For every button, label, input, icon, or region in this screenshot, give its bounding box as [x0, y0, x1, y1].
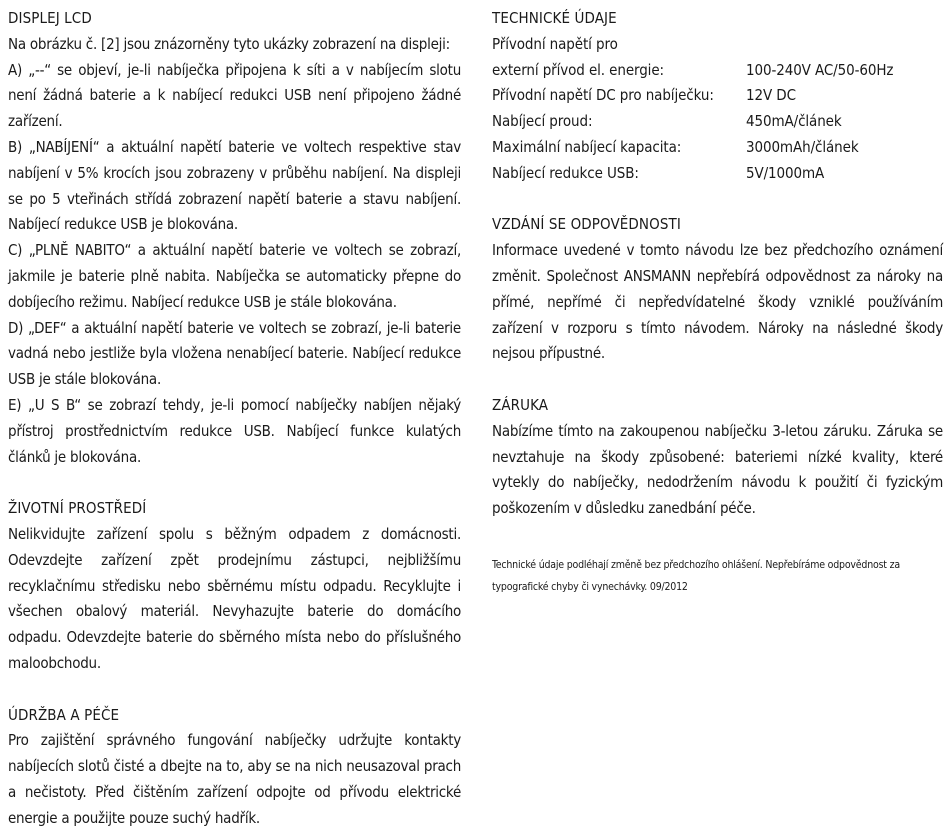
- spec-label: Přívodní napětí DC pro nabíječku:: [492, 86, 714, 105]
- spec-label: Přívodní napětí pro: [492, 34, 618, 53]
- spec-value: 450mA/článek: [746, 112, 842, 131]
- section-gap: [8, 677, 461, 703]
- spec-value: 5V/1000mA: [746, 163, 825, 182]
- lcd-intro-paragraph: Na obrázku č. [2] jsou znázorněny tyto ukázky zobrazení na displeji:: [8, 34, 450, 53]
- spec-value: 12V DC: [746, 86, 796, 105]
- spec-row: [492, 32, 943, 58]
- warranty-section: [492, 393, 943, 522]
- spec-row: [492, 161, 943, 187]
- environment-heading: ŽIVOTNÍ PROSTŘEDÍ: [8, 499, 147, 518]
- maintenance-paragraph: Pro zajištění správného fungování nabíječky udržujte kontakty nabíjecích slotů čisté a dbejte na to, aby se na nich neusazoval prach a nečistoty. Před čištěním zařízení odpojte od přívodu elektrické energie a použijte pouze suchý hadřík.: [8, 731, 461, 827]
- environment-section: [8, 496, 461, 677]
- lcd-display-heading: DISPLEJ LCD: [8, 9, 92, 27]
- spec-row: [492, 135, 943, 161]
- footnote: Technické údaje podléhají změně bez předchozího ohlášení. Nepřebíráme odpovědnost za typografické chyby či vynechávky. 09/2012: [492, 558, 900, 593]
- spec-row: [492, 58, 943, 84]
- spec-label: externí přívod el. energie:: [492, 60, 664, 79]
- technical-specs-heading: TECHNICKÉ ÚDAJE: [492, 9, 617, 27]
- lcd-item-b: B) „NABÍJENÍ“ a aktuální napětí baterie ve voltech respektive stav nabíjení v 5% krocích jsou zobrazeny v průběhu nabíjení. Na displeji se po 5 vteřinách střídá zobrazení napětí baterie a stavu nabíjení. Nabíjecí redukce USB je blokována.: [8, 137, 461, 234]
- lcd-item-e: E) „U S B“ se zobrazí tehdy, je-li pomocí nabíječky nabíjen nějaký přístroj prostřednictvím redukce USB. Nabíjecí funkce kulatých článků je blokována.: [8, 395, 461, 466]
- lcd-display-section: [8, 6, 461, 470]
- lcd-item-d: D) „DEF“ a aktuální napětí baterie ve voltech se zobrazí, je-li baterie vadná nebo jestliže byla vložena nenabíjecí baterie. Nabíjecí redukce USB je stále blokována.: [8, 318, 461, 389]
- environment-paragraph: Nelikvidujte zařízení spolu s běžným odpadem z domácnosti. Odevzdejte zařízení zpět prodejnímu zástupci, nejbližšímu recyklačnímu středisku nebo sběrnému místu odpadu. Recyklujte i všechen obalový materiál. Nevyhazujte baterie do domácího odpadu. Odevzdejte baterie do sběrného místa nebo do příslušného maloobchodu.: [8, 524, 461, 672]
- section-gap: [492, 187, 943, 213]
- spec-value: 3000mAh/článek: [746, 137, 859, 156]
- right-column: [492, 6, 943, 598]
- maintenance-section: [8, 703, 461, 832]
- lcd-item-c: C) „PLNĚ NABITO“ a aktuální napětí baterie ve voltech se zobrazí, jakmile je baterie plně nabita. Nabíječka se automaticky přepne do dobíjecího režimu. Nabíjecí redukce USB je stále blokována.: [8, 241, 461, 311]
- section-gap: [8, 470, 461, 496]
- warranty-paragraph: Nabízíme tímto na zakoupenou nabíječku 3-letou záruku. Záruka se nevztahuje na škody způsobené: bateriemi nízké kvality, které vytekly do nabíječky, nedodržením návodu k použití či fyzickým poškozením v důsledku zanedbání péče.: [492, 421, 943, 518]
- spec-row: [492, 83, 943, 109]
- spec-row: [492, 109, 943, 135]
- disclaimer-heading: VZDÁNÍ SE ODPOVĚDNOSTI: [492, 215, 681, 234]
- left-column: [8, 6, 461, 832]
- spec-value: [746, 32, 943, 58]
- maintenance-heading: ÚDRŽBA A PÉČE: [8, 705, 120, 724]
- section-gap: [492, 367, 943, 393]
- lcd-item-a: A) „--“ se objeví, je-li nabíječka připojena k síti a v nabíjecím slotu není žádná baterie a k nabíjecí redukci USB není připojeno žádné zařízení.: [8, 60, 461, 131]
- warranty-heading: ZÁRUKA: [492, 395, 549, 414]
- disclaimer-paragraph: Informace uvedené v tomto návodu lze bez předchozího oznámení změnit. Společnost ANSMANN nepřebírá odpovědnost za nároky na přímé, nepřímé či nepředvídatelné škody vzniklé používáním zařízení v rozporu s tímto návodem. Nároky na následné škody nejsou přípustné.: [492, 241, 943, 363]
- technical-specs-section: [492, 6, 943, 187]
- spec-label: Nabíjecí redukce USB:: [492, 163, 639, 182]
- disclaimer-section: [492, 212, 943, 367]
- spec-label: Nabíjecí proud:: [492, 112, 593, 131]
- spec-value: 100-240V AC/50-60Hz: [746, 60, 894, 79]
- section-gap: [492, 522, 943, 548]
- spec-label: Maximální nabíjecí kapacita:: [492, 137, 682, 156]
